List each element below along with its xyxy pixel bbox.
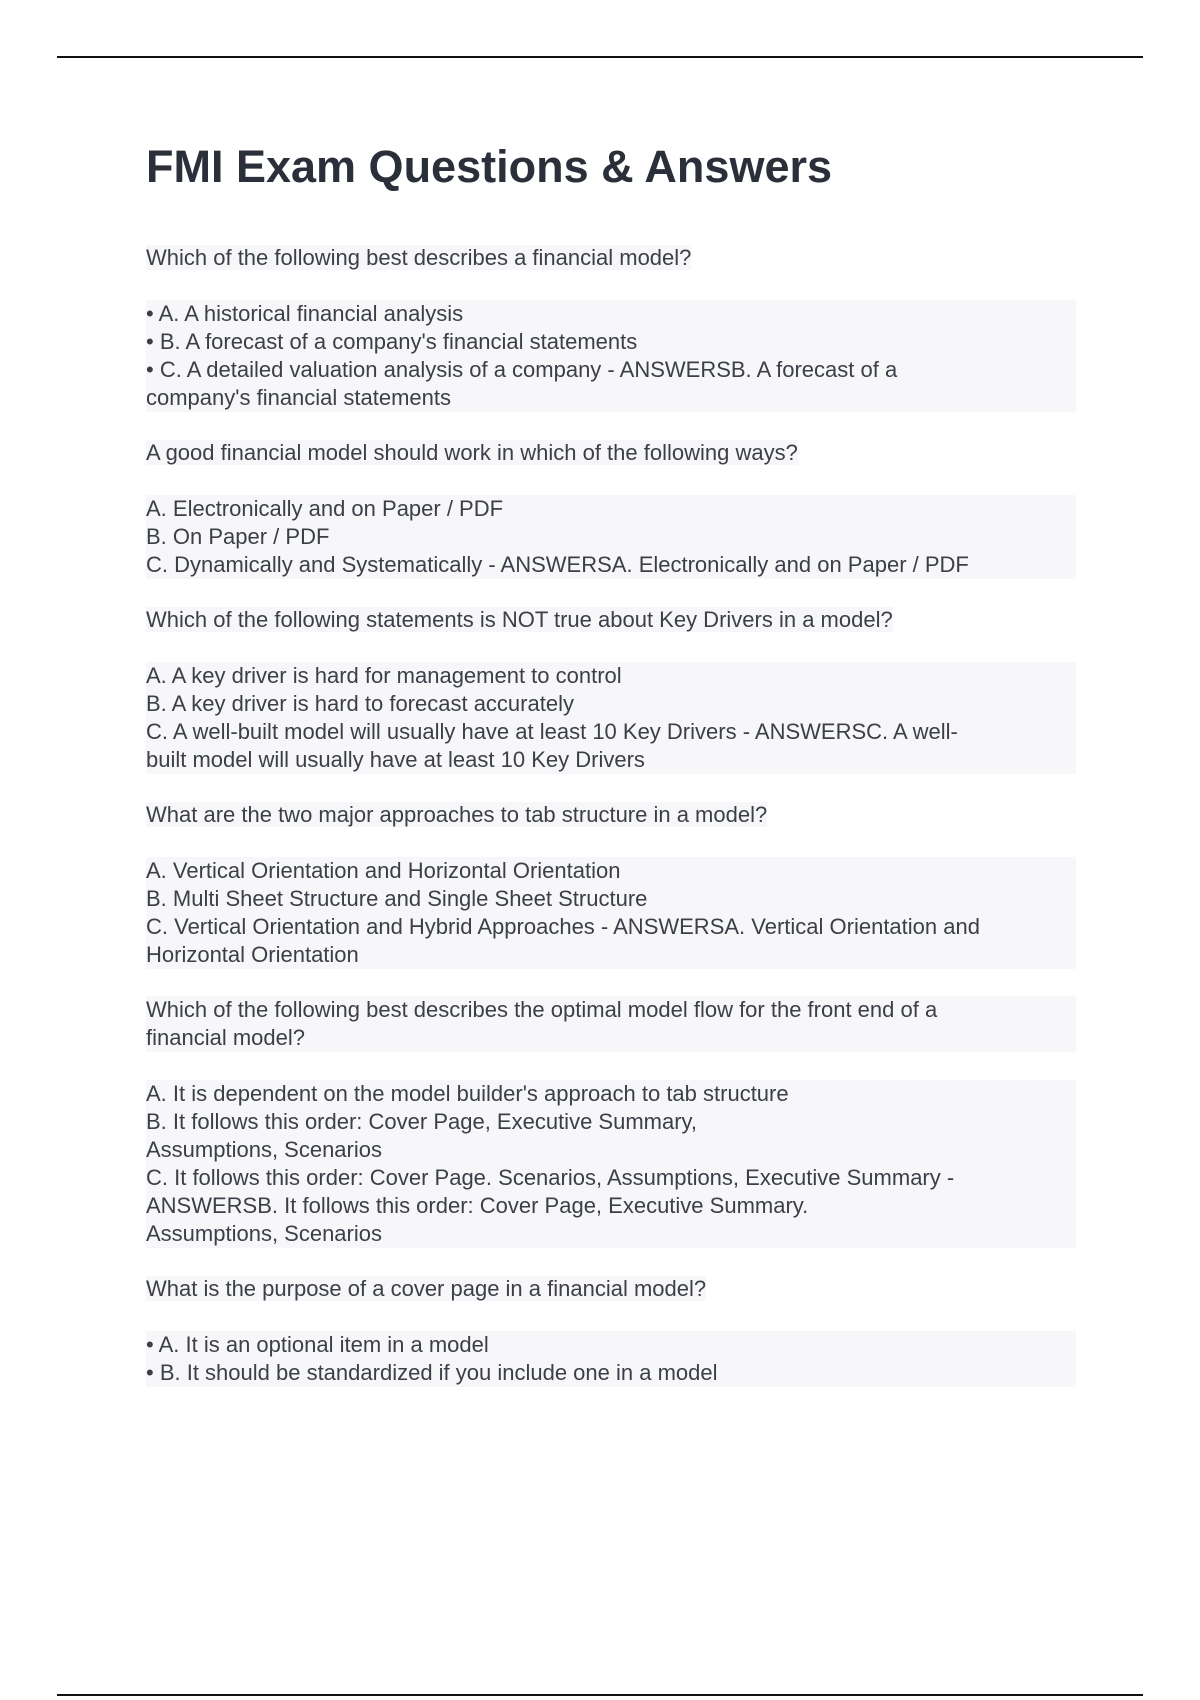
option-line: • B. A forecast of a company's financial statements [146,328,1076,356]
option-line: B. A key driver is hard to forecast accurately [146,690,1076,718]
answer-options [146,495,1076,579]
answer-options [146,300,1076,412]
answer-options [146,857,1076,969]
option-line: • A. A historical financial analysis [146,300,1076,328]
option-line: C. It follows this order: Cover Page. Scenarios, Assumptions, Executive Summary - [146,1164,1076,1192]
option-line: Assumptions, Scenarios [146,1220,1076,1248]
question-text: Which of the following statements is NOT true about Key Drivers in a model? [146,607,893,632]
document-body [146,140,1076,1414]
question-text: A good financial model should work in which of the following ways? [146,440,798,465]
question-text: Which of the following best describes a financial model? [146,245,692,270]
qa-item-4 [146,801,1076,969]
answer-options [146,662,1076,774]
qa-item-6 [146,1275,1076,1387]
document-title: FMI Exam Questions & Answers [146,141,833,192]
option-line: Assumptions, Scenarios [146,1136,1076,1164]
option-line: B. Multi Sheet Structure and Single Sheet Structure [146,885,1076,913]
option-line: A. Vertical Orientation and Horizontal Orientation [146,857,1076,885]
option-line: C. Vertical Orientation and Hybrid Approaches - ANSWERSA. Vertical Orientation and [146,913,1076,941]
option-line: ANSWERSB. It follows this order: Cover Page, Executive Summary. [146,1192,1076,1220]
qa-item-3 [146,606,1076,774]
qa-item-5 [146,996,1076,1248]
answer-options [146,1331,1076,1387]
option-line: • C. A detailed valuation analysis of a company - ANSWERSB. A forecast of a [146,356,1076,384]
option-line: B. On Paper / PDF [146,523,1076,551]
option-line: A. It is dependent on the model builder's approach to tab structure [146,1080,1076,1108]
option-line: company's financial statements [146,384,1076,412]
option-line: B. It follows this order: Cover Page, Executive Summary, [146,1108,1076,1136]
qa-item-2 [146,439,1076,579]
option-line: • B. It should be standardized if you include one in a model [146,1359,1076,1387]
option-line: A. A key driver is hard for management to control [146,662,1076,690]
top-rule [57,56,1143,58]
option-line: A. Electronically and on Paper / PDF [146,495,1076,523]
option-line: C. A well-built model will usually have at least 10 Key Drivers - ANSWERSC. A well- [146,718,1076,746]
question-text: What is the purpose of a cover page in a financial model? [146,1276,707,1301]
option-line: Horizontal Orientation [146,941,1076,969]
option-line: built model will usually have at least 10 Key Drivers [146,746,1076,774]
qa-item-1 [146,244,1076,412]
bottom-rule [57,1694,1143,1696]
option-line: • A. It is an optional item in a model [146,1331,1076,1359]
option-line: C. Dynamically and Systematically - ANSWERSA. Electronically and on Paper / PDF [146,551,1076,579]
answer-options [146,1080,1076,1248]
question-text: Which of the following best describes the optimal model flow for the front end of a financial model? [146,996,1076,1052]
question-text: What are the two major approaches to tab structure in a model? [146,802,768,827]
